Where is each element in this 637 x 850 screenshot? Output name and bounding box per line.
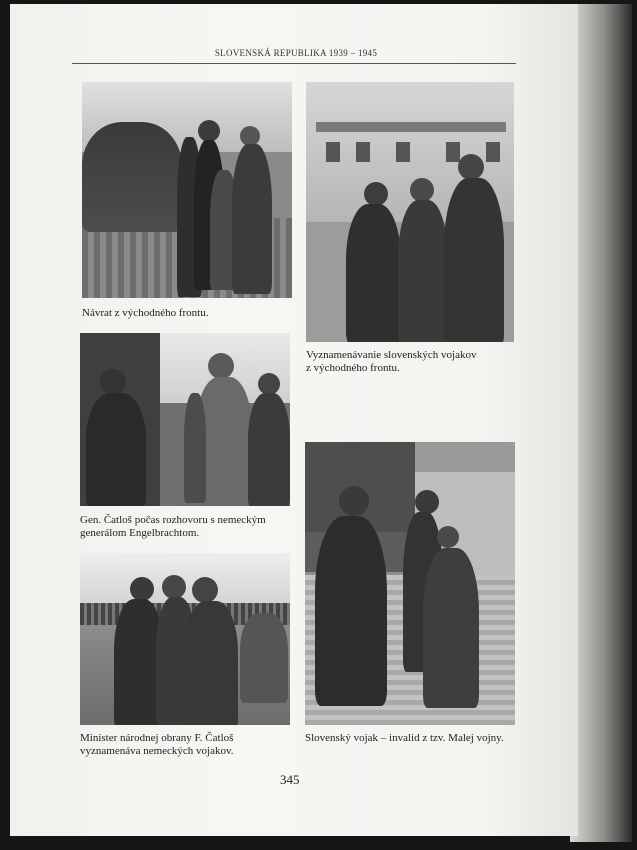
- caption-line: Vyznamenávanie slovenských vojakov: [306, 349, 477, 361]
- page-number: 345: [280, 772, 300, 787]
- caption-line: Slovenský vojak – invalid z tzv. Malej vojny.: [305, 732, 504, 744]
- photo-general-conversation: [80, 333, 290, 506]
- photo-minister-decorating: [80, 553, 290, 725]
- header-rule: [72, 63, 516, 64]
- photo-caption: [80, 732, 234, 758]
- photo-return-from-front: [82, 82, 292, 298]
- photo-caption: [305, 732, 504, 745]
- photo-caption: [306, 349, 476, 375]
- photo-slovak-soldier-invalid: [305, 442, 515, 725]
- photo-caption: [80, 514, 266, 540]
- caption-line: z východného frontu.: [306, 362, 400, 374]
- caption-line: Minister národnej obrany F. Čatloš: [80, 732, 234, 744]
- photo-caption: [82, 307, 208, 320]
- caption-line: Návrat z východného frontu.: [82, 307, 209, 319]
- book-page-edges: [570, 4, 632, 842]
- running-header: SLOVENSKÁ REPUBLIKA 1939 – 1945: [214, 48, 378, 58]
- caption-line: Gen. Čatloš počas rozhovoru s nemeckým: [80, 514, 266, 526]
- photo-decoration-slovak-soldiers: [306, 82, 514, 342]
- caption-line: generálom Engelbrachtom.: [80, 527, 200, 539]
- caption-line: vyznamenáva nemeckých vojakov.: [80, 745, 234, 757]
